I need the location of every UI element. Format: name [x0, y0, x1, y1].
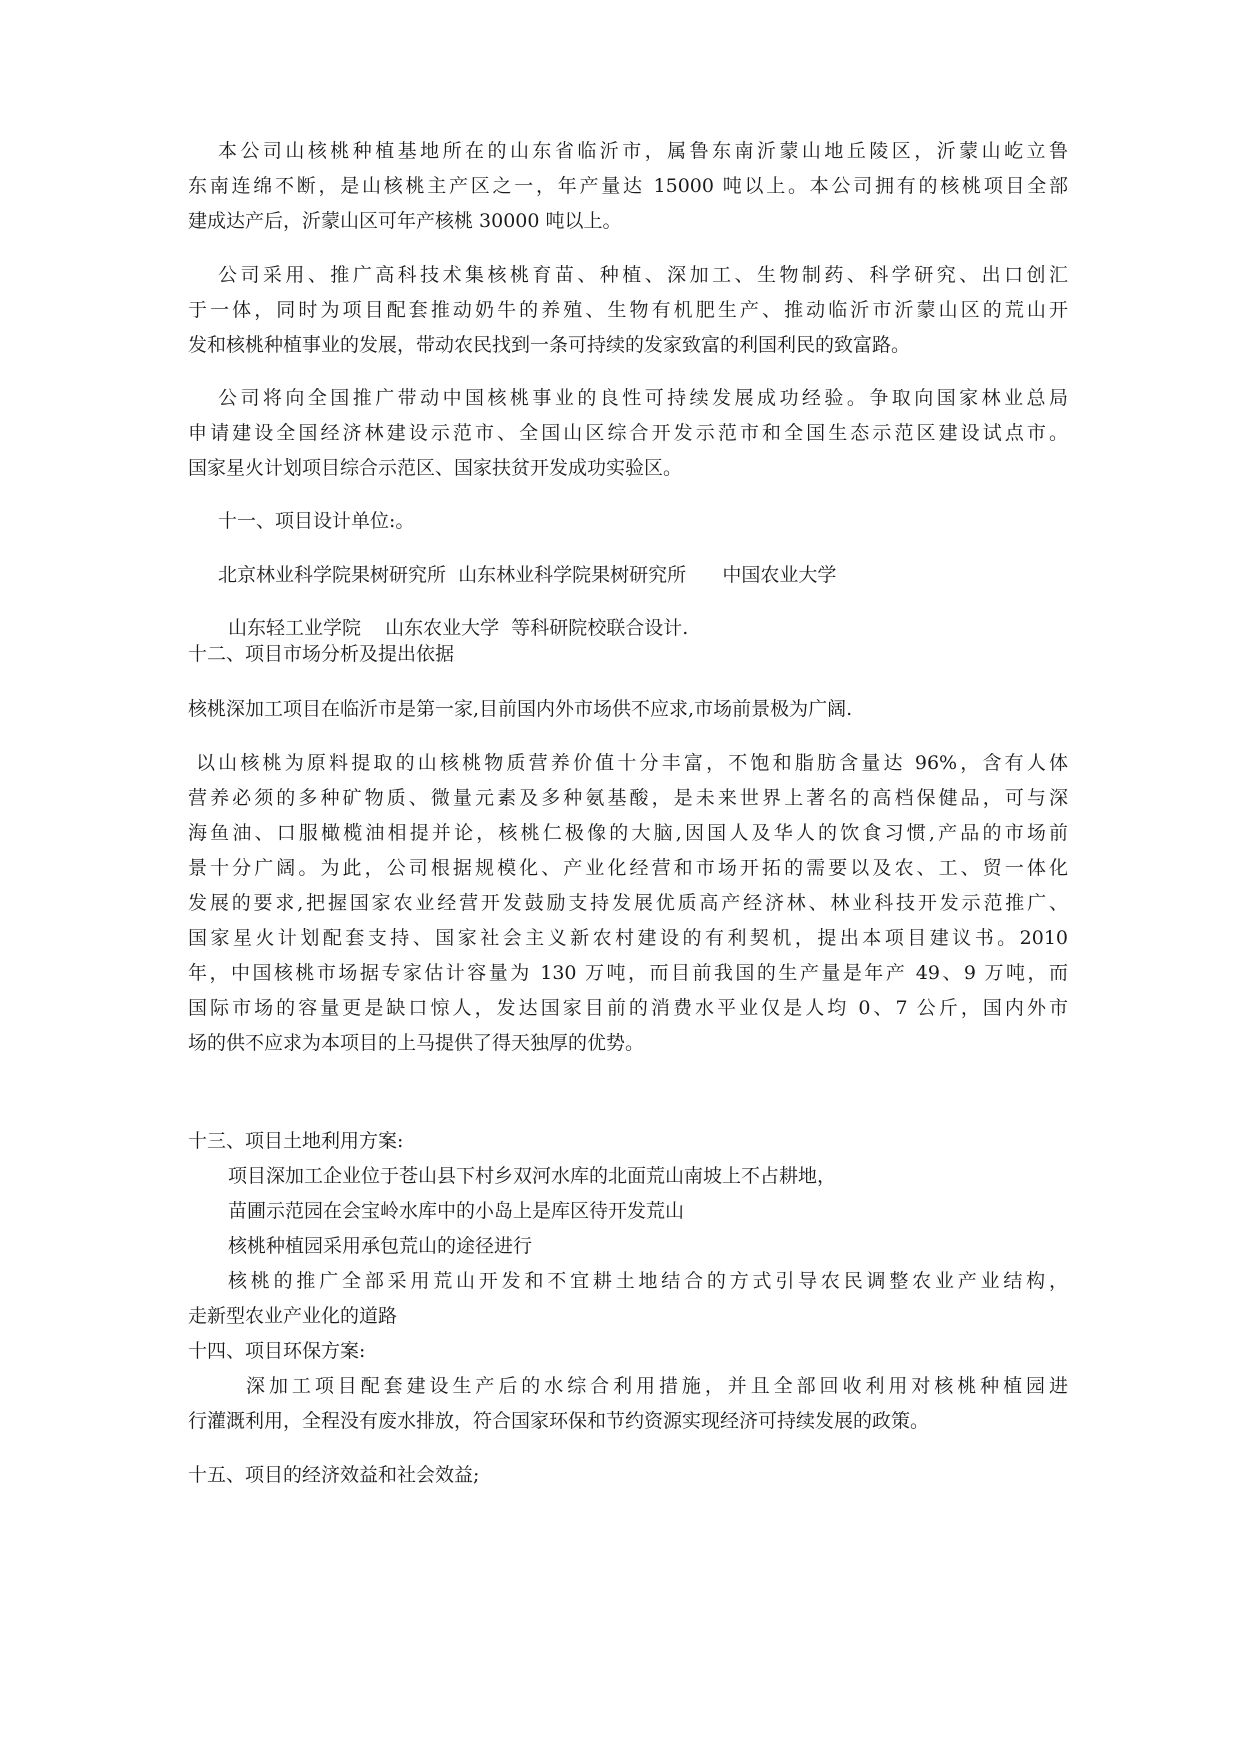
- paragraph-line: 深加工项目配套建设生产后的水综合利用措施，并且全部回收利用对核桃种植园进: [246, 1375, 1068, 1397]
- paragraph-line: 行灌溉利用，全程没有废水排放，符合国家环保和节约资源实现经济可持续发展的政策。: [188, 1410, 930, 1432]
- section-13-heading: 十三、项目土地利用方案:: [188, 1130, 404, 1152]
- list-line: 走新型农业产业化的道路: [188, 1305, 398, 1327]
- paragraph-line: 发和核桃种植事业的发展，带动农民找到一条可持续的发家致富的利国利民的致富路。: [188, 334, 911, 356]
- paragraph-line: 国家星火计划配套支持、国家社会主义新农村建设的有利契机，提出本项目建议书。2010: [188, 927, 1068, 949]
- section-12-heading: 十二、项目市场分析及提出依据: [188, 643, 455, 665]
- section-15-heading: 十五、项目的经济效益和社会效益;: [188, 1464, 480, 1486]
- paragraph-line: 公司将向全国推广带动中国核桃事业的良性可持续发展成功经验。争取向国家林业总局: [218, 387, 1068, 409]
- design-units-line: 北京林业科学院果树研究所 山东林业科学院果树研究所 中国农业大学: [218, 564, 837, 586]
- paragraph-line: 于一体，同时为项目配套推动奶牛的养殖、生物有机肥生产、推动临沂市沂蒙山区的荒山开: [188, 299, 1068, 321]
- paragraph-line: 国家星火计划项目综合示范区、国家扶贫开发成功实验区。: [188, 457, 683, 479]
- paragraph-line: 海鱼油、口服橄榄油相提并论，核桃仁极像的大脑,因国人及华人的饮食习惯,产品的市场前: [188, 822, 1068, 844]
- paragraph-line: 国际市场的容量更是缺口惊人，发达国家目前的消费水平业仅是人均 0、7 公斤，国内外市: [188, 997, 1068, 1019]
- list-line: 项目深加工企业位于苍山县下村乡双河水库的北面荒山南坡上不占耕地，: [228, 1165, 837, 1187]
- design-units-line: 山东轻工业学院 山东农业大学 等科研院校联合设计.: [228, 617, 689, 639]
- paragraph-line: 核桃深加工项目在临沂市是第一家,目前国内外市场供不应求,市场前景极为广阔.: [188, 698, 853, 720]
- list-line: 核桃种植园采用承包荒山的途径进行: [228, 1235, 533, 1257]
- paragraph-line: 场的供不应求为本项目的上马提供了得天独厚的优势。: [188, 1032, 645, 1054]
- paragraph-line: 申请建设全国经济林建设示范市、全国山区综合开发示范市和全国生态示范区建设试点市。: [188, 422, 1068, 444]
- paragraph-line: 公司采用、推广高科技术集核桃育苗、种植、深加工、生物制药、科学研究、出口创汇: [218, 264, 1068, 286]
- paragraph-line: 本公司山核桃种植基地所在的山东省临沂市，属鲁东南沂蒙山地丘陵区，沂蒙山屹立鲁: [218, 140, 1068, 162]
- list-line: 核桃的推广全部采用荒山开发和不宜耕土地结合的方式引导农民调整农业产业结构，: [228, 1270, 1068, 1292]
- paragraph-line: 东南连绵不断，是山核桃主产区之一，年产量达 15000 吨以上。本公司拥有的核桃项目全部: [188, 175, 1068, 197]
- paragraph-line: 营养必须的多种矿物质、微量元素及多种氨基酸，是未来世界上著名的高档保健品，可与深: [188, 787, 1068, 809]
- paragraph-line: 发展的要求,把握国家农业经营开发鼓励支持发展优质高产经济林、林业科技开发示范推广、: [188, 892, 1068, 914]
- paragraph-line: 建成达产后，沂蒙山区可年产核桃 30000 吨以上。: [188, 210, 622, 232]
- paragraph-line: 以山核桃为原料提取的山核桃物质营养价值十分丰富，不饱和脂肪含量达 96%，含有人体: [196, 752, 1068, 774]
- paragraph-line: 景十分广阔。为此，公司根据规模化、产业化经营和市场开拓的需要以及农、工、贸一体化: [188, 857, 1068, 879]
- section-14-heading: 十四、项目环保方案:: [188, 1340, 366, 1362]
- paragraph-line: 年，中国核桃市场据专家估计容量为 130 万吨，而目前我国的生产量是年产 49、9 万吨，而: [188, 962, 1068, 984]
- list-line: 苗圃示范园在会宝岭水库中的小岛上是库区待开发荒山: [228, 1200, 685, 1222]
- section-11-heading: 十一、项目设计单位:。: [218, 510, 415, 532]
